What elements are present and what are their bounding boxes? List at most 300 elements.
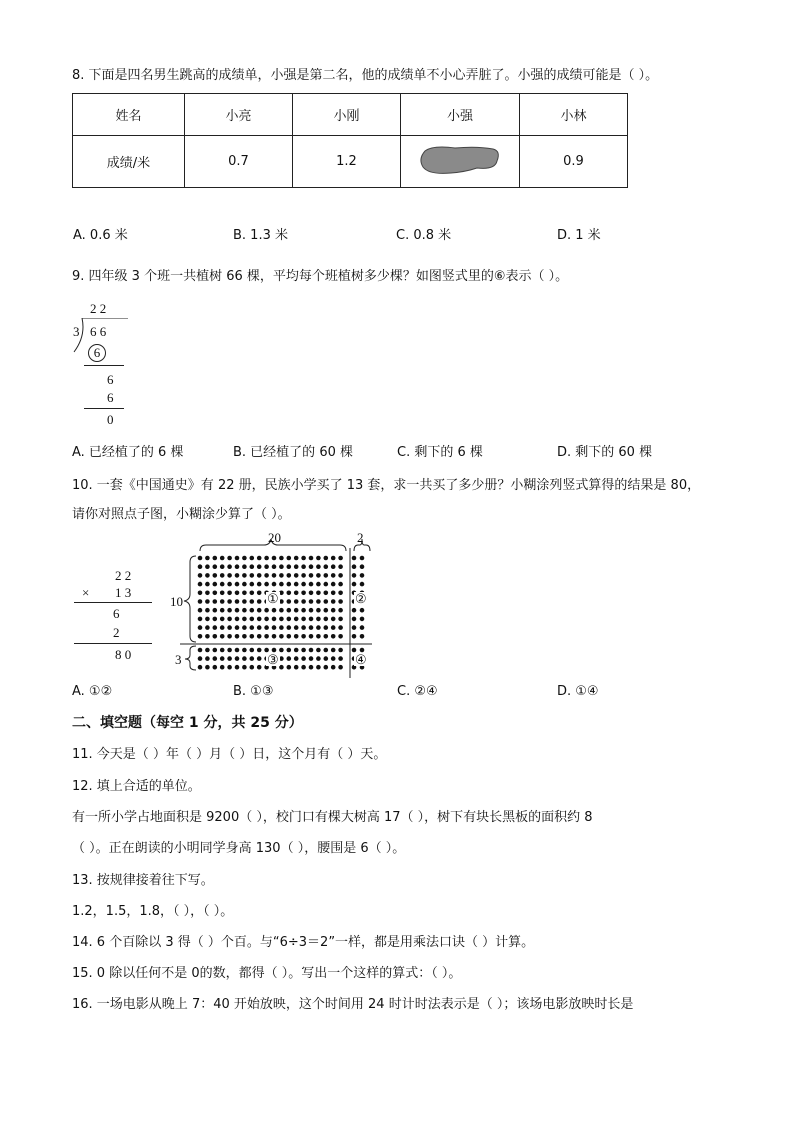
dot bbox=[220, 599, 225, 604]
dot bbox=[287, 625, 292, 630]
dot bbox=[272, 582, 277, 587]
dot bbox=[331, 591, 336, 596]
division-rule-1 bbox=[84, 365, 124, 366]
q13-title: 13. 按规律接着往下写。 bbox=[72, 873, 214, 888]
dot bbox=[250, 665, 255, 670]
dot bbox=[301, 573, 306, 578]
dot bbox=[250, 625, 255, 630]
division-remainder: 0 bbox=[107, 412, 114, 427]
dot bbox=[316, 634, 321, 639]
dot bbox=[242, 634, 247, 639]
dot bbox=[352, 556, 357, 561]
dot bbox=[287, 591, 292, 596]
dot-label-20: 20 bbox=[268, 530, 281, 545]
dot bbox=[205, 617, 210, 622]
dot bbox=[250, 656, 255, 661]
dot bbox=[242, 665, 247, 670]
dot bbox=[205, 591, 210, 596]
dot bbox=[198, 656, 203, 661]
dot bbox=[257, 608, 262, 613]
dot bbox=[235, 656, 240, 661]
dot bbox=[279, 573, 284, 578]
dot bbox=[205, 648, 210, 653]
dot bbox=[227, 591, 232, 596]
dot bbox=[272, 564, 277, 569]
mult-rule-2 bbox=[74, 643, 152, 644]
dot bbox=[287, 556, 292, 561]
region-1-label: ① bbox=[267, 591, 279, 606]
dot bbox=[257, 656, 262, 661]
dot bbox=[294, 599, 299, 604]
dot bbox=[287, 599, 292, 604]
dot bbox=[250, 573, 255, 578]
dot bbox=[250, 564, 255, 569]
dot bbox=[309, 608, 314, 613]
division-dividend: 6 6 bbox=[90, 324, 107, 339]
q8-option-d[interactable]: D. 1 米 bbox=[557, 228, 601, 243]
dot bbox=[338, 573, 343, 578]
dot bbox=[316, 556, 321, 561]
dot bbox=[205, 665, 210, 670]
dot bbox=[242, 573, 247, 578]
dot bbox=[324, 582, 329, 587]
dot bbox=[331, 573, 336, 578]
dot bbox=[338, 591, 343, 596]
dot bbox=[279, 599, 284, 604]
division-step2: 6 bbox=[107, 372, 114, 387]
dot bbox=[264, 573, 269, 578]
division-rule-2 bbox=[84, 408, 124, 409]
division-step3: 6 bbox=[107, 390, 114, 405]
dot bbox=[352, 625, 357, 630]
dot bbox=[324, 648, 329, 653]
dot bbox=[331, 648, 336, 653]
dot bbox=[301, 648, 306, 653]
q8-option-b[interactable]: B. 1.3 米 bbox=[233, 228, 288, 243]
dot bbox=[227, 573, 232, 578]
dot bbox=[309, 625, 314, 630]
division-step1-circled: 6 bbox=[88, 344, 106, 362]
dot bbox=[250, 648, 255, 653]
dot bbox=[294, 648, 299, 653]
dot bbox=[242, 608, 247, 613]
table-cell-xiaoqiang bbox=[401, 136, 520, 188]
q9-option-c[interactable]: C. 剩下的 6 棵 bbox=[397, 445, 483, 460]
dot bbox=[227, 625, 232, 630]
table-header-xiaoliang: 小亮 bbox=[185, 94, 293, 136]
dot bbox=[257, 556, 262, 561]
mult-partial-2: 2 bbox=[113, 625, 120, 640]
dot bbox=[257, 634, 262, 639]
dot bbox=[264, 556, 269, 561]
dot bbox=[220, 625, 225, 630]
dot bbox=[324, 556, 329, 561]
dot bbox=[301, 634, 306, 639]
dot bbox=[338, 625, 343, 630]
dot bbox=[205, 608, 210, 613]
dot bbox=[279, 582, 284, 587]
dot bbox=[338, 656, 343, 661]
dot bbox=[360, 564, 365, 569]
dot bbox=[264, 634, 269, 639]
dot bbox=[301, 556, 306, 561]
dot bbox=[198, 617, 203, 622]
dot bbox=[309, 634, 314, 639]
dot bbox=[279, 591, 284, 596]
dot bbox=[309, 648, 314, 653]
dot bbox=[360, 634, 365, 639]
q15-text: 15. 0 除以任何不是 0的数，都得（ ）。写出一个这样的算式：（ ）。 bbox=[72, 966, 462, 981]
dot bbox=[205, 634, 210, 639]
dot bbox=[213, 625, 218, 630]
dot bbox=[198, 556, 203, 561]
dot bbox=[360, 556, 365, 561]
q8-stem: 8. 下面是四名男生跳高的成绩单，小强是第二名，他的成绩单不小心弄脏了。小强的成绩可能是（ ）。 bbox=[72, 68, 659, 83]
region-3-label: ③ bbox=[267, 652, 279, 667]
q10-stem-line2: 请你对照点子图，小糊涂少算了（ ）。 bbox=[72, 507, 291, 522]
dot bbox=[301, 608, 306, 613]
mult-bottom: 1 3 bbox=[115, 585, 132, 600]
dot bbox=[250, 608, 255, 613]
dot-grid bbox=[198, 556, 365, 670]
dot bbox=[227, 608, 232, 613]
q8-option-c[interactable]: C. 0.8 米 bbox=[396, 228, 452, 243]
dot bbox=[316, 591, 321, 596]
dot bbox=[301, 656, 306, 661]
dot bbox=[309, 591, 314, 596]
dot bbox=[279, 617, 284, 622]
dot bbox=[257, 591, 262, 596]
dot bbox=[227, 648, 232, 653]
dot bbox=[264, 617, 269, 622]
dot bbox=[257, 648, 262, 653]
dot bbox=[213, 608, 218, 613]
dot bbox=[279, 564, 284, 569]
q9-stem: 9. 四年级 3 个班一共植树 66 棵，平均每个班植树多少棵？如图竖式里的⑥表示（ ）。 bbox=[72, 269, 569, 284]
dot bbox=[257, 599, 262, 604]
dot bbox=[338, 648, 343, 653]
dot bbox=[213, 556, 218, 561]
dot bbox=[338, 556, 343, 561]
dot bbox=[316, 582, 321, 587]
dot bbox=[287, 617, 292, 622]
table-header-xiaogang: 小刚 bbox=[293, 94, 401, 136]
dot bbox=[250, 599, 255, 604]
dot bbox=[235, 582, 240, 587]
dot bbox=[198, 625, 203, 630]
dot bbox=[198, 599, 203, 604]
dot bbox=[264, 608, 269, 613]
region-4-label: ④ bbox=[355, 652, 367, 667]
dot bbox=[294, 634, 299, 639]
dot bbox=[352, 617, 357, 622]
dot bbox=[294, 564, 299, 569]
dot bbox=[213, 617, 218, 622]
dot bbox=[250, 582, 255, 587]
q10-option-b[interactable]: B. ①③ bbox=[233, 684, 274, 699]
dot bbox=[324, 665, 329, 670]
dot bbox=[227, 665, 232, 670]
dot bbox=[272, 556, 277, 561]
q12-line1: 有一所小学占地面积是 9200（ ），校门口有棵大树高 17（ ），树下有块长黑板的面积约 8 bbox=[72, 810, 593, 825]
dot bbox=[352, 634, 357, 639]
table-cell-xiaoliang: 0.7 bbox=[185, 136, 293, 188]
dot bbox=[287, 564, 292, 569]
q9-option-a[interactable]: A. 已经植了的 6 棵 bbox=[72, 445, 184, 460]
dot bbox=[294, 573, 299, 578]
dot bbox=[352, 564, 357, 569]
dot bbox=[309, 656, 314, 661]
dot bbox=[220, 591, 225, 596]
dot bbox=[316, 573, 321, 578]
dot bbox=[352, 582, 357, 587]
dot bbox=[301, 665, 306, 670]
dot bbox=[235, 599, 240, 604]
dot bbox=[272, 617, 277, 622]
dot bbox=[287, 573, 292, 578]
dot bbox=[301, 599, 306, 604]
dot bbox=[360, 617, 365, 622]
q10-option-a[interactable]: A. ①② bbox=[72, 684, 113, 699]
dot bbox=[331, 625, 336, 630]
dot bbox=[360, 608, 365, 613]
q9-option-b[interactable]: B. 已经植了的 60 棵 bbox=[233, 445, 353, 460]
dot bbox=[205, 556, 210, 561]
dot bbox=[242, 617, 247, 622]
dot bbox=[301, 564, 306, 569]
dot bbox=[279, 556, 284, 561]
mult-result: 8 0 bbox=[115, 647, 132, 662]
dot bbox=[242, 582, 247, 587]
dot bbox=[279, 634, 284, 639]
dot bbox=[250, 634, 255, 639]
dot bbox=[198, 634, 203, 639]
dot bbox=[294, 591, 299, 596]
q14-text: 14. 6 个百除以 3 得（ ）个百。与“6÷3＝2”一样，都是用乘法口诀（ ）计算。 bbox=[72, 935, 535, 950]
dot bbox=[227, 617, 232, 622]
q8-score-table bbox=[72, 93, 628, 188]
dot bbox=[324, 608, 329, 613]
dot bbox=[198, 591, 203, 596]
q8-option-a[interactable]: A. 0.6 米 bbox=[73, 228, 128, 243]
dot bbox=[205, 599, 210, 604]
dot bbox=[227, 564, 232, 569]
dot bbox=[227, 634, 232, 639]
dot bbox=[279, 625, 284, 630]
dot bbox=[213, 599, 218, 604]
dot bbox=[242, 556, 247, 561]
dot bbox=[213, 634, 218, 639]
dot bbox=[205, 573, 210, 578]
dot bbox=[279, 608, 284, 613]
dot bbox=[338, 564, 343, 569]
dot bbox=[338, 582, 343, 587]
dot bbox=[213, 573, 218, 578]
mult-partial-1: 6 bbox=[113, 606, 120, 621]
dot bbox=[287, 648, 292, 653]
dot bbox=[309, 599, 314, 604]
dot bbox=[309, 564, 314, 569]
dot bbox=[213, 648, 218, 653]
dot bbox=[205, 564, 210, 569]
dot bbox=[324, 591, 329, 596]
q16-text: 16. 一场电影从晚上 7：40 开始放映，这个时间用 24 时计时法表示是（ ）；该场电影放映时长是 bbox=[72, 997, 634, 1012]
dot bbox=[220, 656, 225, 661]
dot bbox=[242, 625, 247, 630]
dot bbox=[287, 582, 292, 587]
dot bbox=[294, 656, 299, 661]
q13-line: 1.2，1.5，1.8，（ ），（ ）。 bbox=[72, 904, 234, 919]
dot bbox=[316, 648, 321, 653]
dot bbox=[360, 582, 365, 587]
dot bbox=[338, 608, 343, 613]
dot bbox=[338, 599, 343, 604]
dot bbox=[301, 617, 306, 622]
division-divisor: 3 bbox=[73, 324, 80, 339]
dot bbox=[287, 634, 292, 639]
dot bbox=[198, 608, 203, 613]
q10-option-c[interactable]: C. ②④ bbox=[397, 684, 438, 699]
dot bbox=[360, 573, 365, 578]
dot-label-2: 2 bbox=[357, 530, 364, 545]
dot bbox=[316, 625, 321, 630]
mult-rule-1 bbox=[74, 602, 152, 603]
dot bbox=[294, 625, 299, 630]
q12-title: 12. 填上合适的单位。 bbox=[72, 779, 201, 794]
dot bbox=[272, 634, 277, 639]
dot bbox=[213, 564, 218, 569]
dot bbox=[220, 648, 225, 653]
dot bbox=[287, 608, 292, 613]
dot bbox=[198, 582, 203, 587]
dot bbox=[338, 665, 343, 670]
dot-label-10: 10 bbox=[170, 594, 183, 609]
dot bbox=[316, 665, 321, 670]
dot bbox=[235, 634, 240, 639]
dot bbox=[272, 608, 277, 613]
table-header-xiaolin: 小林 bbox=[520, 94, 628, 136]
dot bbox=[257, 564, 262, 569]
dot bbox=[235, 564, 240, 569]
dot bbox=[213, 656, 218, 661]
mult-sign: × bbox=[82, 585, 90, 600]
dot bbox=[294, 617, 299, 622]
dot bbox=[309, 582, 314, 587]
dot bbox=[242, 656, 247, 661]
dot bbox=[279, 665, 284, 670]
dot bbox=[309, 556, 314, 561]
dot bbox=[235, 648, 240, 653]
dot bbox=[257, 625, 262, 630]
dot bbox=[264, 582, 269, 587]
dot bbox=[235, 591, 240, 596]
dot bbox=[227, 599, 232, 604]
dot bbox=[198, 665, 203, 670]
dot bbox=[235, 608, 240, 613]
dot bbox=[331, 617, 336, 622]
dot bbox=[324, 617, 329, 622]
dot bbox=[220, 573, 225, 578]
table-cell-xiaogang: 1.2 bbox=[293, 136, 401, 188]
dot bbox=[309, 573, 314, 578]
q10-stem-line1: 10. 一套《中国通史》有 22 册，民族小学买了 13 套，求一共买了多少册？小糊涂列竖式算得的结果是 80， bbox=[72, 478, 701, 493]
dot bbox=[309, 617, 314, 622]
section2-title: 二、填空题（每空 1 分，共 25 分） bbox=[72, 715, 303, 731]
dot-label-3: 3 bbox=[175, 652, 182, 667]
dot bbox=[301, 582, 306, 587]
dot bbox=[272, 573, 277, 578]
dot bbox=[338, 634, 343, 639]
dot bbox=[220, 582, 225, 587]
dot bbox=[205, 582, 210, 587]
dot bbox=[227, 656, 232, 661]
dot bbox=[294, 556, 299, 561]
dot bbox=[331, 599, 336, 604]
dot bbox=[213, 582, 218, 587]
table-header-name: 姓名 bbox=[73, 94, 185, 136]
dot bbox=[331, 582, 336, 587]
dot bbox=[324, 599, 329, 604]
dot bbox=[250, 591, 255, 596]
dot bbox=[227, 582, 232, 587]
dot bbox=[279, 648, 284, 653]
dot bbox=[235, 665, 240, 670]
dot bbox=[279, 656, 284, 661]
dot bbox=[264, 564, 269, 569]
dot bbox=[257, 617, 262, 622]
mult-top: 2 2 bbox=[115, 568, 132, 583]
dot bbox=[250, 617, 255, 622]
dot bbox=[316, 608, 321, 613]
dot bbox=[316, 599, 321, 604]
dot bbox=[316, 617, 321, 622]
dot bbox=[324, 656, 329, 661]
smudge-blot-icon bbox=[415, 143, 505, 177]
dot bbox=[352, 573, 357, 578]
dot bbox=[352, 608, 357, 613]
dot bbox=[287, 665, 292, 670]
dot bbox=[242, 564, 247, 569]
table-cell-xiaolin: 0.9 bbox=[520, 136, 628, 188]
dot bbox=[324, 634, 329, 639]
dot bbox=[287, 656, 292, 661]
dot bbox=[331, 556, 336, 561]
dot bbox=[316, 564, 321, 569]
q10-option-d[interactable]: D. ①④ bbox=[557, 684, 599, 699]
dot bbox=[250, 556, 255, 561]
q9-option-d[interactable]: D. 剩下的 60 棵 bbox=[557, 445, 653, 460]
dot bbox=[331, 564, 336, 569]
table-cell-score-label: 成绩/米 bbox=[73, 136, 185, 188]
table-header-xiaoqiang: 小强 bbox=[401, 94, 520, 136]
q11-text: 11. 今天是（ ）年（ ）月（ ）日，这个月有（ ）天。 bbox=[72, 747, 387, 762]
dot bbox=[198, 564, 203, 569]
dot bbox=[294, 582, 299, 587]
dot bbox=[242, 648, 247, 653]
dot bbox=[264, 625, 269, 630]
dot bbox=[242, 591, 247, 596]
dot bbox=[257, 582, 262, 587]
dot bbox=[331, 634, 336, 639]
dot bbox=[331, 665, 336, 670]
dot bbox=[220, 665, 225, 670]
dot bbox=[220, 564, 225, 569]
dot bbox=[220, 608, 225, 613]
dot bbox=[198, 573, 203, 578]
dot bbox=[205, 656, 210, 661]
dot bbox=[213, 665, 218, 670]
dot bbox=[220, 634, 225, 639]
